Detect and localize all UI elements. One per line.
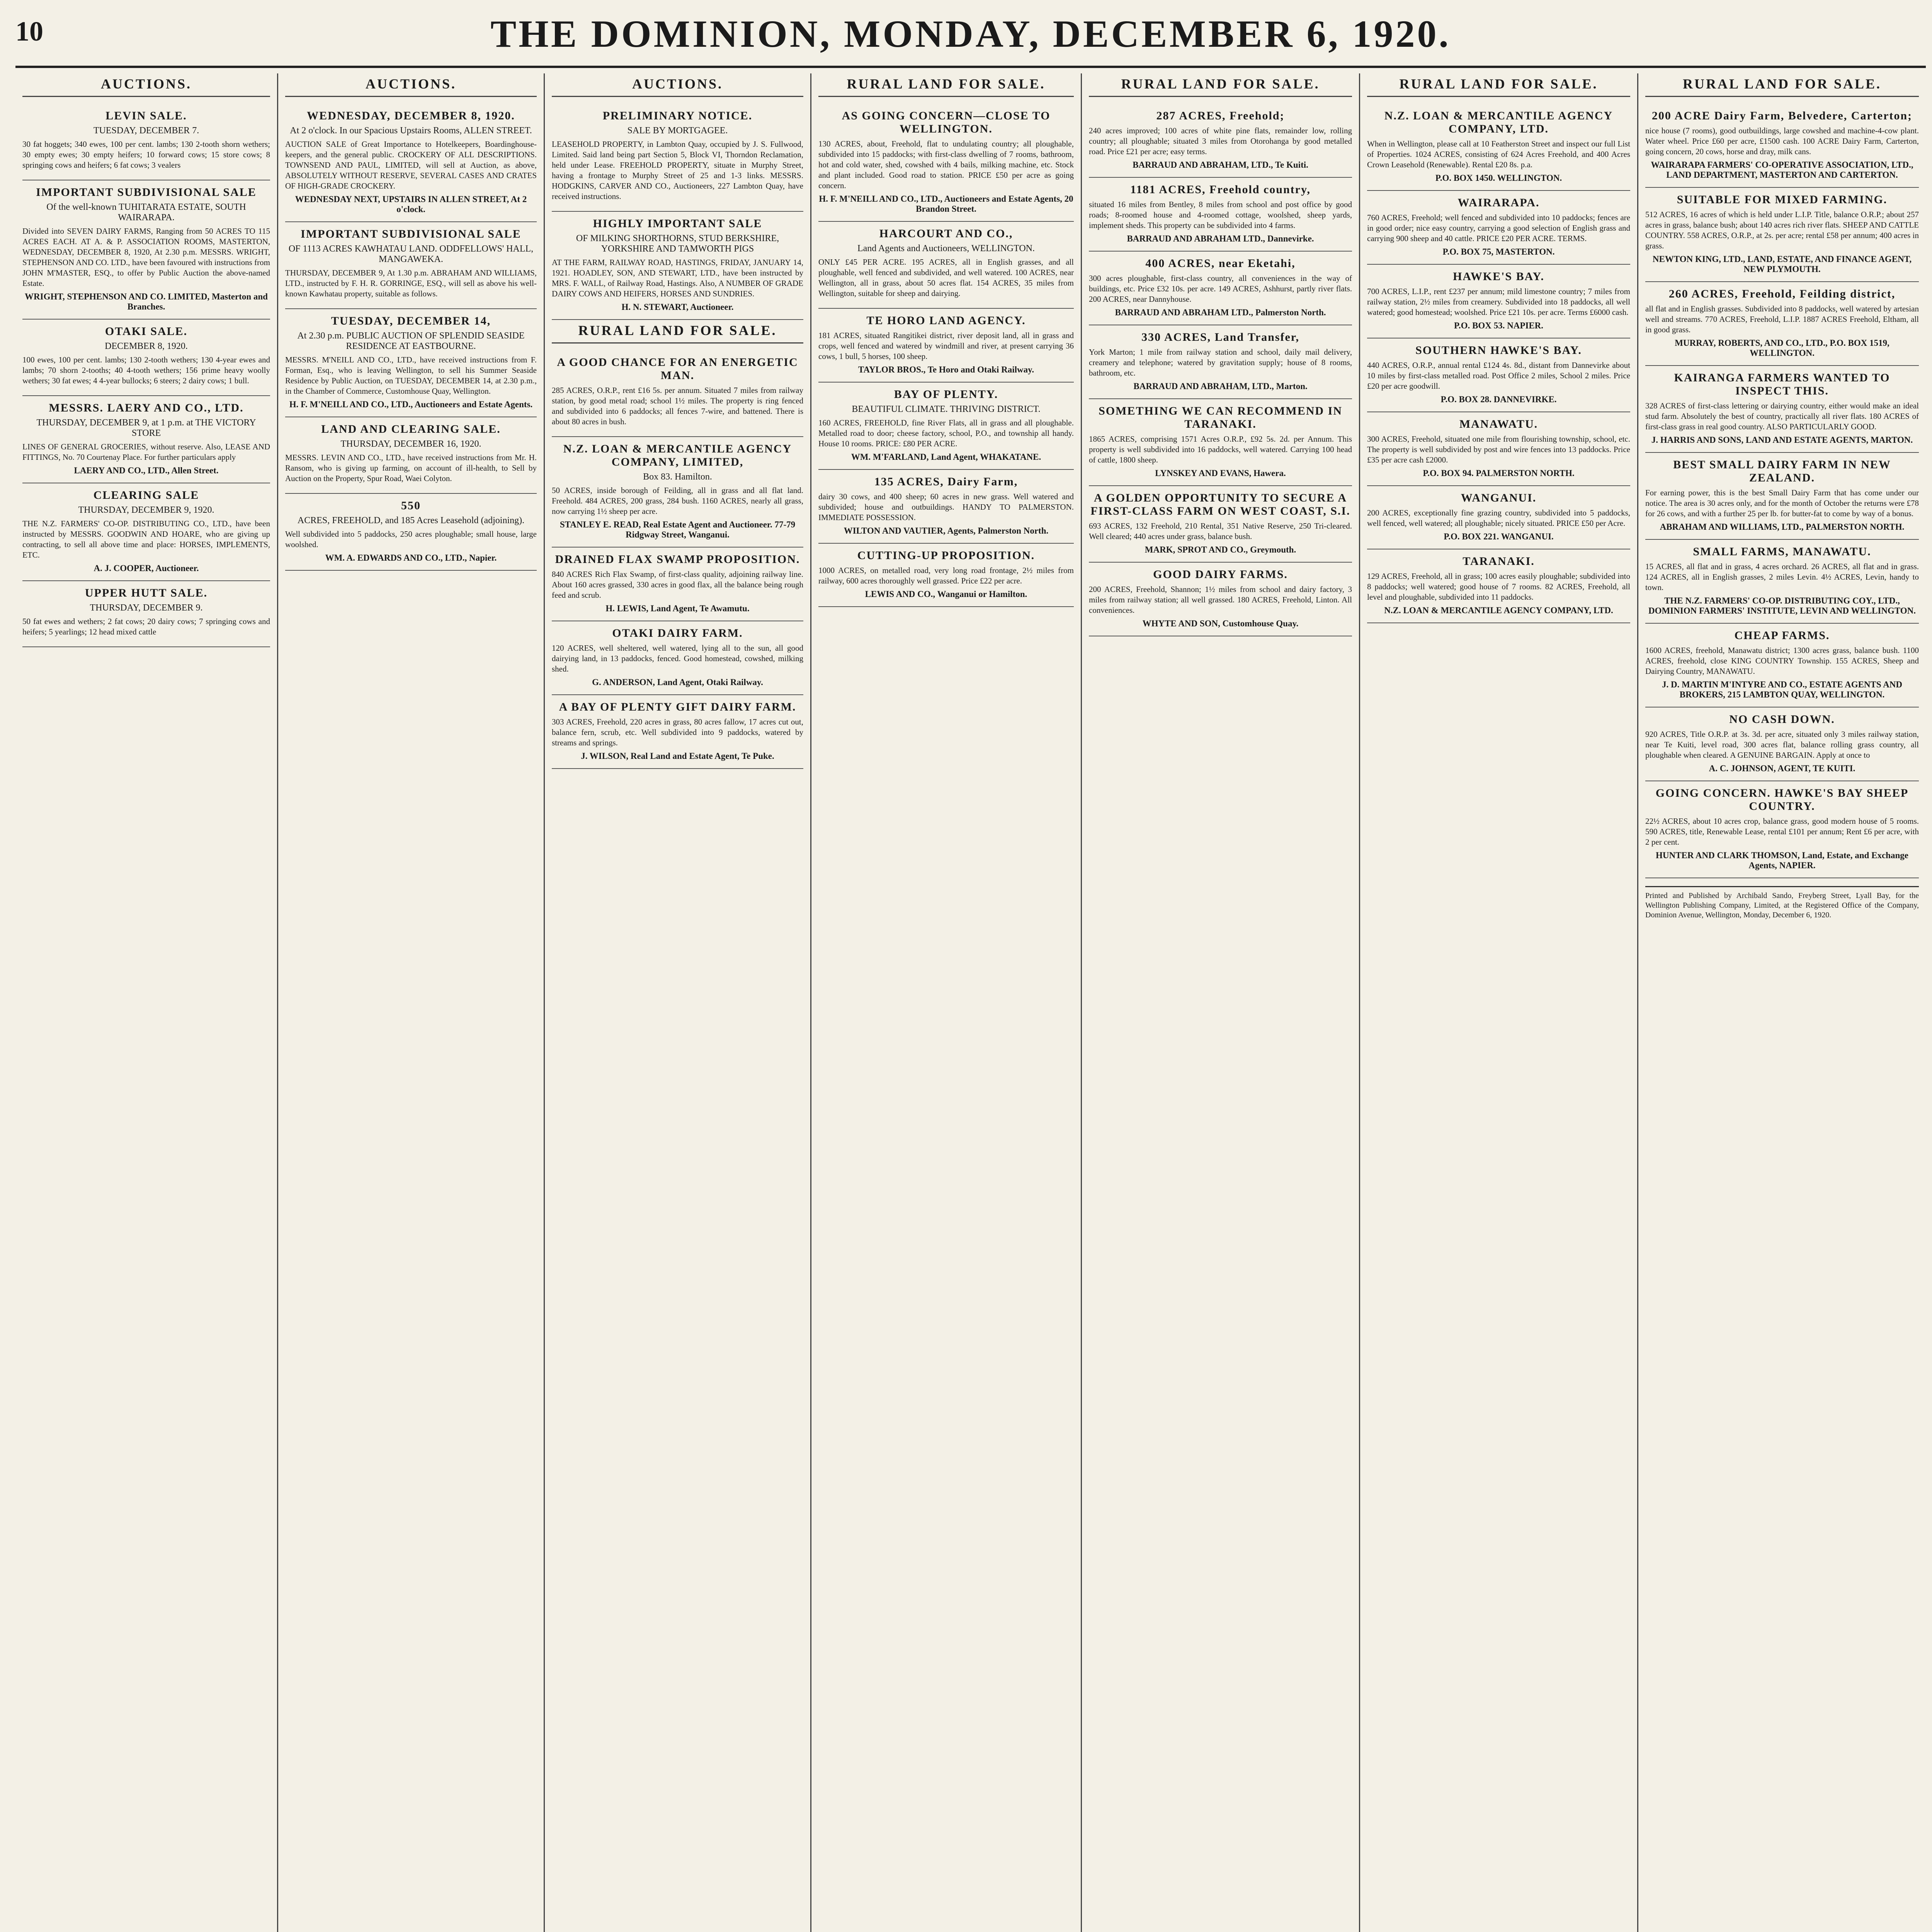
ad-agent: MURRAY, ROBERTS, AND CO., LTD., P.O. BOX 1519, WELLINGTON.	[1675, 338, 1889, 358]
ad-title: MANAWATU.	[1459, 418, 1538, 430]
advertisement	[552, 212, 803, 320]
column	[811, 73, 1082, 1932]
advertisement	[1367, 549, 1630, 623]
ad-body: MESSRS. LEVIN AND CO., LTD., have received instructions from Mr. H. Ransom, who is giving up farming, on account of ill-health, to Sell by Auction on the Property, Spur Road, Waei Colyton.	[285, 453, 537, 483]
advertisement	[22, 180, 270, 320]
ad-title: UPPER HUTT SALE.	[85, 587, 208, 599]
ad-title: 330 ACRES, Land Transfer,	[1141, 331, 1299, 344]
ad-body: AT THE FARM, RAILWAY ROAD, HASTINGS, FRIDAY, JANUARY 14, 1921. HOADLEY, SON, AND STEWART, LTD., have been instructed by MRS. F. WALL, of Railway Road, Hastings. Also, A NUMBER OF GRADE DAIRY COWS AND HEIFERS, HORSES AND SUNDRIES.	[552, 258, 803, 298]
ad-title: GOING CONCERN. HAWKE'S BAY SHEEP COUNTRY.	[1655, 787, 1909, 813]
advertisement	[22, 396, 270, 483]
ad-title: 135 ACRES, Dairy Farm,	[874, 475, 1018, 488]
ad-body: 120 ACRES, well sheltered, well watered, lying all to the sun, all good dairying land, in 13 paddocks, fenced. Good homestead, cowshed, milking shed.	[552, 643, 803, 673]
ad-title: NO CASH DOWN.	[1729, 713, 1835, 726]
advertisement	[818, 383, 1074, 470]
ad-agent: N.Z. LOAN & MERCANTILE AGENCY COMPANY, LTD.	[1384, 605, 1613, 615]
advertisement	[285, 309, 537, 417]
ad-agent: THE N.Z. FARMERS' CO-OP. DISTRIBUTING COY., LTD., DOMINION FARMERS' INSTITUTE, LEVIN AND WELLINGTON.	[1648, 596, 1916, 616]
advertisement	[1367, 191, 1630, 265]
ad-title: WANGANUI.	[1461, 492, 1537, 504]
column	[1638, 73, 1926, 1932]
ad-agent: TAYLOR BROS., Te Horo and Otaki Railway.	[858, 365, 1034, 374]
ad-agent: WM. A. EDWARDS AND CO., LTD., Napier.	[325, 553, 497, 563]
ad-body: 181 ACRES, situated Rangitikei district, river deposit land, all in grass and crops, well fenced and watered by windmill and river, at present carrying 36 cows, 1 bull, 5 horses, 100 sheep.	[818, 331, 1074, 361]
ad-agent: WAIRARAPA FARMERS' CO-OPERATIVE ASSOCIATION, LTD., LAND DEPARTMENT, MASTERTON AND CARTERTON.	[1651, 160, 1913, 180]
advertisement	[1645, 540, 1919, 624]
ad-agent: ABRAHAM AND WILLIAMS, LTD., PALMERSTON NORTH.	[1660, 522, 1905, 532]
ad-subtitle: At 2 o'clock. In our Spacious Upstairs Rooms, ALLEN STREET.	[290, 126, 532, 136]
ad-body: 160 ACRES, FREEHOLD, fine River Flats, all in grass and all ploughable. Metalled road to door; cheese factory, school, P.O., and township all handy. House 10 rooms. PRICE: £80 PER ACRE.	[818, 418, 1074, 448]
ad-agent: NEWTON KING, LTD., LAND, ESTATE, AND FINANCE AGENT, NEW PLYMOUTH.	[1652, 254, 1912, 274]
ad-agent: J. WILSON, Real Land and Estate Agent, Te Puke.	[581, 751, 774, 761]
ad-body: MESSRS. M'NEILL AND CO., LTD., have received instructions from F. Forman, Esq., who is leaving Wellington, to sell his Summer Seaside Residence by Public Auction, on TUESDAY, DECEMBER 14, at 2.30 p.m., in the Chamber of Commerce, Customhouse Quay, Wellington.	[285, 355, 537, 396]
ad-body: Well subdivided into 5 paddocks, 250 acres ploughable; small house, large woolshed.	[285, 529, 537, 549]
ad-agent: LYNSKEY AND EVANS, Hawera.	[1155, 468, 1286, 478]
ad-agent: LEWIS AND CO., Wanganui or Hamilton.	[865, 589, 1027, 599]
ad-body: 328 ACRES of first-class lettering or dairying country, either would make an ideal stud farm. Absolutely the best of country, practically all river flats. 180 ACRES of first-class grass in real good country. ALSO PARTICULARLY GOOD.	[1645, 401, 1919, 431]
advertisement	[1645, 104, 1919, 188]
advertisement	[285, 417, 537, 494]
ad-body: 285 ACRES, O.R.P., rent £16 5s. per annum. Situated 7 miles from railway station, by good metal road; school 1½ miles. The property is ring fenced and subdivided into 6 paddocks; all fences 7-wire, and battened. There is about 80 acres in bush.	[552, 386, 803, 426]
ad-body: THE N.Z. FARMERS' CO-OP. DISTRIBUTING CO., LTD., have been instructed by MESSRS. GOODWIN AND HOARE, who are giving up contracting, to sell all above time and place: HORSES, IMPLEMENTS, ETC.	[22, 519, 270, 560]
ad-title: HIGHLY IMPORTANT SALE	[593, 217, 762, 230]
advertisement	[22, 320, 270, 396]
ad-title: 287 ACRES, Freehold;	[1156, 109, 1285, 122]
column	[278, 73, 545, 1932]
ad-body: 300 acres ploughable, first-class country, all conveniences in the way of buildings, etc. Price £32 10s. per acre. 149 ACRES, Ashhurst, partly river flats. 200 ACRES, near Dannyhouse.	[1089, 274, 1352, 304]
ad-body: For earning power, this is the best Small Dairy Farm that has come under our notice. The area is 30 acres only, and for the month of October the returns were £78 for 26 cows, and with a further 25 per lb. for butter-fat to come by way of a bonus.	[1645, 488, 1919, 518]
newspaper-page	[15, 8, 1926, 1932]
ad-agent: P.O. BOX 53. NAPIER.	[1454, 321, 1544, 330]
column-heading: RURAL LAND FOR SALE.	[1089, 73, 1352, 97]
advertisement	[552, 621, 803, 695]
ad-title: KAIRANGA FARMERS WANTED TO INSPECT THIS.	[1674, 371, 1890, 397]
ad-agent: P.O. BOX 221. WANGANUI.	[1444, 532, 1554, 541]
ad-title: 1181 ACRES, Freehold country,	[1130, 183, 1311, 196]
ad-title: HARCOURT AND CO.,	[879, 227, 1013, 240]
section-heading: RURAL LAND FOR SALE.	[552, 320, 803, 344]
ad-subtitle: OF MILKING SHORTHORNS, STUD BERKSHIRE, YORKSHIRE AND TAMWORTH PIGS	[576, 233, 779, 254]
ad-subtitle: Box 83. Hamilton.	[643, 472, 712, 482]
ad-title: 550	[401, 499, 421, 512]
ad-body: 100 ewes, 100 per cent. lambs; 130 2-tooth wethers; 130 4-year ewes and lambs; 70 shorn 2-tooths; 40 4-tooth wethers; 156 prime heavy woolly wethers; 30 fat ewes; 4 4-year bullocks; 6 steers; 2 dairy cows; 1 bull.	[22, 355, 270, 385]
column	[15, 73, 278, 1932]
ad-title: IMPORTANT SUBDIVISIONAL SALE	[301, 228, 521, 240]
advertisement	[552, 104, 803, 212]
ad-title: SOMETHING WE CAN RECOMMEND IN TARANAKI.	[1099, 405, 1342, 430]
ad-title: N.Z. LOAN & MERCANTILE AGENCY COMPANY, LIMITED,	[563, 442, 792, 468]
ad-body: 440 ACRES, O.R.P., annual rental £124 4s. 8d., distant from Dannevirke about 10 miles by first-class metalled road. Post Office 2 miles, School 2 miles. Price £20 per acre goodwill.	[1367, 361, 1630, 391]
ad-body: 512 ACRES, 16 acres of which is held under L.I.P. Title, balance O.R.P.; about 257 acres in grass, balance bush; about 140 acres rich river flats. SHEEP AND CATTLE COUNTRY. 558 ACRES, O.R.P., at 2s. per acre; rental £58 per annum; 400 acres in grass.	[1645, 210, 1919, 250]
advertisement	[552, 548, 803, 621]
advertisement	[818, 544, 1074, 607]
ad-subtitle: Land Agents and Auctioneers, WELLINGTON.	[857, 243, 1035, 253]
ad-agent: G. ANDERSON, Land Agent, Otaki Railway.	[592, 677, 763, 687]
ad-subtitle: TUESDAY, DECEMBER 7.	[93, 126, 199, 136]
advertisement	[1367, 412, 1630, 486]
advertisement	[1089, 178, 1352, 252]
ad-body: 200 ACRES, Freehold, Shannon; 1½ miles from school and dairy factory, 3 miles from railway station; all well grassed. 180 ACRES, Freehold, Linton. All conveniences.	[1089, 585, 1352, 615]
ad-title: A GOOD CHANCE FOR AN ENERGETIC MAN.	[557, 356, 798, 382]
ad-body: LINES OF GENERAL GROCERIES, without reserve. Also, LEASE AND FITTINGS, No. 70 Courtenay Place. For further particulars apply	[22, 442, 270, 462]
ad-subtitle: At 2.30 p.m. PUBLIC AUCTION OF SPLENDID SEASIDE RESIDENCE AT EASTBOURNE.	[297, 331, 525, 351]
ad-title: HAWKE'S BAY.	[1453, 270, 1544, 283]
ad-body: 50 fat ewes and wethers; 2 fat cows; 20 dairy cows; 7 springing cows and heifers; 5 yearlings; 12 head mixed cattle	[22, 617, 270, 636]
ad-body: LEASEHOLD PROPERTY, in Lambton Quay, occupied by J. S. Fullwood, Limited. Said land being part Section 5, Block VI, Thorndon Reclamation, held under Lease. FREEHOLD PROPERTY, situate in Murphy Street, having a frontage to Murphy Street of 25 and 1-3 links. MESSRS. HODGKINS, CARVER AND CO., Auctioneers, 227 Lambton Quay, have received instructions.	[552, 139, 803, 201]
ad-title: LEVIN SALE.	[105, 109, 187, 122]
ad-body: 303 ACRES, Freehold, 220 acres in grass, 80 acres fallow, 17 acres cut out, balance fern, scrub, etc. Well subdivided into 9 paddocks, watered by streams and springs.	[552, 717, 803, 747]
ad-title: DRAINED FLAX SWAMP PROPOSITION.	[555, 553, 800, 566]
masthead	[15, 8, 1926, 68]
ad-body: Divided into SEVEN DAIRY FARMS, Ranging from 50 ACRES TO 115 ACRES EACH. AT A. & P. ASSOCIATION ROOMS, MASTERTON, WEDNESDAY, DECEMBER 8, 1920, At 2.30 p.m. MESSRS. WRIGHT, STEPHENSON AND CO. LTD., have been favoured with instructions from JOHN M'MASTER, ESQ., to offer by Public Auction the above-named Estate.	[22, 226, 270, 288]
ad-body: 240 acres improved; 100 acres of white pine flats, remainder low, rolling country; all ploughable; situated 3 miles from Otorohanga by good metalled road. Price £21 per acre; easy terms.	[1089, 126, 1352, 156]
ad-subtitle: SALE BY MORTGAGEE.	[627, 126, 728, 136]
ad-agent: P.O. BOX 94. PALMERSTON NORTH.	[1423, 468, 1575, 478]
ad-subtitle: Of the well-known TUHITARATA ESTATE, SOUTH WAIRARAPA.	[46, 202, 246, 223]
column-heading: AUCTIONS.	[552, 73, 803, 97]
advertisement	[1089, 399, 1352, 486]
advertisement	[1089, 486, 1352, 563]
column	[545, 73, 811, 1932]
advertisement	[1645, 366, 1919, 453]
ad-body: 200 ACRES, exceptionally fine grazing country, subdivided into 5 paddocks, well fenced, well watered; all ploughable; nicely situated. PRICE £50 per Acre.	[1367, 508, 1630, 528]
ad-title: GOOD DAIRY FARMS.	[1153, 568, 1288, 581]
ad-body: 1600 ACRES, freehold, Manawatu district; 1300 acres grass, balance bush. 1100 ACRES, freehold, close KING COUNTRY Township. 155 ACRES, Sheep and Dairying Country, MANAWATU.	[1645, 646, 1919, 676]
ad-body: situated 16 miles from Bentley, 8 miles from school and post office by good roads; 8-roomed house and 4-roomed cottage, woolshed, sheep yards, implement sheds. This property can be subdivided into 4 farms.	[1089, 200, 1352, 230]
ad-agent: P.O. BOX 28. DANNEVIRKE.	[1440, 395, 1557, 404]
ad-title: WAIRARAPA.	[1458, 196, 1540, 209]
column-heading: RURAL LAND FOR SALE.	[818, 73, 1074, 97]
ad-subtitle: THURSDAY, DECEMBER 9.	[90, 603, 203, 613]
ad-title: CHEAP FARMS.	[1734, 629, 1830, 642]
ad-body: 1865 ACRES, comprising 1571 Acres O.R.P., £92 5s. 2d. per Annum. This property is well subdivided into 16 paddocks, well watered. Carrying 100 head of cattle, 1800 sheep.	[1089, 434, 1352, 464]
ad-agent: WEDNESDAY NEXT, UPSTAIRS IN ALLEN STREET, At 2 o'clock.	[295, 194, 527, 214]
ad-subtitle: THURSDAY, DECEMBER 16, 1920.	[340, 439, 481, 449]
ad-title: A GOLDEN OPPORTUNITY TO SECURE A FIRST-CLASS FARM ON WEST COAST, S.I.	[1090, 492, 1350, 517]
ad-agent: P.O. BOX 75, MASTERTON.	[1442, 247, 1555, 257]
ad-title: TARANAKI.	[1463, 555, 1535, 568]
advertisement	[22, 581, 270, 647]
ad-title: TUESDAY, DECEMBER 14,	[331, 315, 491, 327]
advertisement	[1367, 104, 1630, 191]
ad-body: 50 ACRES, inside borough of Feilding, all in grass and all flat land. Freehold. 484 ACRES, 200 grass, 284 bush. 1160 ACRES, nearly all grass, now carrying 1½ sheep per acre.	[552, 486, 803, 516]
column-heading: AUCTIONS.	[22, 73, 270, 97]
advertisement	[1089, 104, 1352, 178]
ad-agent: A. C. JOHNSON, AGENT, TE KUITI.	[1709, 764, 1855, 773]
ad-agent: WHYTE AND SON, Customhouse Quay.	[1142, 619, 1299, 628]
ad-agent: WRIGHT, STEPHENSON AND CO. LIMITED, Masterton and Branches.	[25, 292, 268, 311]
ad-agent: LAERY AND CO., LTD., Allen Street.	[74, 466, 219, 475]
advertisement	[552, 437, 803, 548]
ad-title: OTAKI DAIRY FARM.	[612, 627, 743, 639]
advertisement	[552, 350, 803, 437]
ad-title: 400 ACRES, near Eketahi,	[1145, 257, 1296, 270]
ad-title: 200 ACRE Dairy Farm, Belvedere, Carterton;	[1651, 109, 1913, 122]
ad-body: When in Wellington, please call at 10 Featherston Street and inspect our full List of Properties. 1024 ACRES, consisting of 624 Acres Freehold, and 400 Acres Crown Leasehold (Renewable). Rental £20 8s. p.a.	[1367, 139, 1630, 169]
ad-subtitle: THURSDAY, DECEMBER 9, 1920.	[78, 505, 214, 515]
advertisement	[1089, 563, 1352, 636]
advertisement	[1645, 707, 1919, 781]
ad-body: AUCTION SALE of Great Importance to Hotelkeepers, Boardinghouse-keepers, and the general public. CROCKERY OF ALL DESCRIPTIONS. TOWNSEND AND PAUL, LIMITED, will sell at Auction, as above, ABSOLUTELY WITHOUT RESERVE, SEVERAL CASES AND CRATES OF HIGH-GRADE CROCKERY.	[285, 139, 537, 190]
ad-title: OTAKI SALE.	[105, 325, 188, 338]
advertisement	[1367, 265, 1630, 338]
column-heading: AUCTIONS.	[285, 73, 537, 97]
ad-body: 300 ACRES, Freehold, situated one mile from flourishing township, school, etc. The property is well subdivided by post and wire fences into 13 paddocks. Price £35 per acre cash £2000.	[1367, 434, 1630, 464]
ad-title: SUITABLE FOR MIXED FARMING.	[1677, 193, 1888, 206]
ad-agent: BARRAUD AND ABRAHAM LTD., Palmerston North.	[1115, 308, 1326, 317]
ad-body: all flat and in English grasses. Subdivided into 8 paddocks, well watered by artesian well and streams. 770 ACRES, Freehold, L.I.P. 1887 ACRES Freehold, Eltham, all in good grass.	[1645, 304, 1919, 334]
advertisement	[818, 309, 1074, 383]
ad-agent: A. J. COOPER, Auctioneer.	[94, 563, 199, 573]
ad-body: 30 fat hoggets; 340 ewes, 100 per cent. lambs; 130 2-tooth shorn wethers; 30 empty ewes; 30 empty heifers; 10 forward cows; 15 store cows; 8 springing cows and heifers; 6 fat cows; 3 vealers	[22, 139, 270, 170]
ad-body: 920 ACRES, Title O.R.P. at 3s. 3d. per acre, situated only 3 miles railway station, near Te Kuiti, level road, 300 acres flat, balance rolling grass country, all ploughable when cleared. A GENUINE BARGAIN. Apply at once to	[1645, 730, 1919, 760]
ad-body: 760 ACRES, Freehold; well fenced and subdivided into 10 paddocks; fences are in good order; nice easy country, carrying a good selection of English grass and carrying 900 sheep and 40 cattle. PRICE £20 PER ACRE. TERMS.	[1367, 213, 1630, 243]
ad-agent: HUNTER AND CLARK THOMSON, Land, Estate, and Exchange Agents, NAPIER.	[1656, 850, 1908, 870]
ad-agent: BARRAUD AND ABRAHAM LTD., Dannevirke.	[1127, 234, 1314, 243]
advertisement	[22, 483, 270, 581]
ad-title: BAY OF PLENTY.	[894, 388, 998, 401]
advertisement	[1645, 282, 1919, 366]
advertisement	[285, 222, 537, 309]
advertisement	[285, 104, 537, 222]
ad-title: PRELIMINARY NOTICE.	[602, 109, 753, 122]
column	[1360, 73, 1638, 1932]
advertisement	[1645, 453, 1919, 540]
ad-body: 1000 ACRES, on metalled road, very long road frontage, 2½ miles from railway, 600 acres thoroughly well grassed. Price £22 per acre.	[818, 566, 1074, 585]
ad-title: CUTTING-UP PROPOSITION.	[857, 549, 1035, 562]
advertisement	[1645, 624, 1919, 707]
ad-agent: MARK, SPROT AND CO., Greymouth.	[1145, 545, 1296, 554]
ad-title: N.Z. LOAN & MERCANTILE AGENCY COMPANY, LTD.	[1384, 109, 1613, 135]
ad-subtitle: DECEMBER 8, 1920.	[105, 341, 188, 351]
advertisement	[552, 695, 803, 769]
ad-body: 15 ACRES, all flat and in grass, 4 acres orchard. 26 ACRES, all flat and in grass. 124 ACRES, all in English grasses, 2 miles Levin. 4½ ACRES, Levin, handy to town.	[1645, 562, 1919, 592]
ad-agent: J. HARRIS AND SONS, LAND AND ESTATE AGENTS, MARTON.	[1651, 435, 1913, 445]
ad-title: AS GOING CONCERN—CLOSE TO WELLINGTON.	[842, 109, 1051, 135]
ad-body: 130 ACRES, about, Freehold, flat to undulating country; all ploughable, subdivided into 15 paddocks; with first-class dwelling of 7 rooms, bathroom, hot and cold water, shed, cowshed with 4 bails, milking machine, etc. Stock and plant included. Good road to station. PRICE £50 per acre as going concern.	[818, 139, 1074, 190]
publisher-imprint: Printed and Published by Archibald Sando, Freyberg Street, Lyall Bay, for the Wellington Publishing Company, Limited, at the Registered Office of the Company, Dominion Avenue, Wellington, Monday, December 6, 1920.	[1645, 886, 1919, 920]
ad-subtitle: ACRES, FREEHOLD, and 185 Acres Leasehold (adjoining).	[297, 515, 525, 526]
advertisement	[818, 222, 1074, 309]
ad-title: IMPORTANT SUBDIVISIONAL SALE	[36, 186, 257, 199]
advertisement	[22, 104, 270, 180]
ad-subtitle: OF 1113 ACRES KAWHATAU LAND. ODDFELLOWS' HALL, MANGAWEKA.	[288, 244, 534, 264]
ad-title: BEST SMALL DAIRY FARM IN NEW ZEALAND.	[1673, 458, 1891, 484]
ad-agent: H. F. M'NEILL AND CO., LTD., Auctioneers and Estate Agents.	[289, 400, 533, 409]
ad-subtitle: BEAUTIFUL CLIMATE. THRIVING DISTRICT.	[852, 404, 1041, 414]
column	[1082, 73, 1360, 1932]
ad-body: dairy 30 cows, and 400 sheep; 60 acres in new grass. Well watered and subdivided; house and outbuildings. HANDY TO PALMERSTON. IMMEDIATE POSSESSION.	[818, 492, 1074, 522]
ad-agent: STANLEY E. READ, Real Estate Agent and Auctioneer. 77-79 Ridgway Street, Wanganui.	[560, 520, 796, 539]
advertisement	[1645, 781, 1919, 878]
ad-title: SOUTHERN HAWKE'S BAY.	[1415, 344, 1582, 357]
ad-agent: J. D. MARTIN M'INTYRE AND CO., ESTATE AGENTS AND BROKERS, 215 LAMBTON QUAY, WELLINGTON.	[1662, 680, 1902, 699]
ad-body: 700 ACRES, L.I.P., rent £237 per annum; mild limestone country; 7 miles from railway station, 2½ miles from creamery. Subdivided into 18 paddocks, all well watered; good homestead; woolshed. Price £21 10s. per acre. Terms £6000 cash.	[1367, 287, 1630, 317]
ad-agent: H. F. M'NEILL AND CO., LTD., Auctioneers and Estate Agents, 20 Brandon Street.	[819, 194, 1073, 214]
advertisement	[818, 104, 1074, 222]
ad-title: LAND AND CLEARING SALE.	[321, 423, 501, 435]
advertisement	[1089, 252, 1352, 325]
ad-agent: P.O. BOX 1450. WELLINGTON.	[1435, 173, 1562, 183]
ad-agent: WILTON AND VAUTIER, Agents, Palmerston North.	[844, 526, 1049, 536]
advertisement	[818, 470, 1074, 544]
ad-body: ONLY £45 PER ACRE. 195 ACRES, all in English grasses, and all ploughable, well fenced and subdivided, and well watered. 100 ACRES, near Wellington, all in grass, about 50 acres flat. 154 ACRES, 35 miles from Wellington, suitable for sheep and dairying.	[818, 257, 1074, 298]
ad-body: 840 ACRES Rich Flax Swamp, of first-class quality, adjoining railway line. About 160 acres grassed, 330 acres in good flax, all the balance being rough feed and scrub.	[552, 570, 803, 600]
ad-body: 22½ ACRES, about 10 acres crop, balance grass, good modern house of 5 rooms. 590 ACRES, title, Renewable Lease, rental £101 per annum; Rent £6 per acre, with 2 per cent.	[1645, 816, 1919, 847]
ad-title: SMALL FARMS, MANAWATU.	[1693, 545, 1871, 558]
ad-title: CLEARING SALE	[93, 489, 199, 502]
columns	[15, 73, 1926, 1932]
advertisement	[1645, 188, 1919, 282]
ad-subtitle: THURSDAY, DECEMBER 9, at 1 p.m. at THE VICTORY STORE	[36, 418, 256, 438]
ad-body: York Marton; 1 mile from railway station and school, daily mail delivery, creamery and telephone; watered by gravitation supply; house of 8 rooms, bathroom, etc.	[1089, 347, 1352, 378]
column-heading: RURAL LAND FOR SALE.	[1645, 73, 1919, 97]
ad-body: nice house (7 rooms), good outbuildings, large cowshed and machine-4-cow plant. Water wheel. Price £60 per acre, £1500 cash. 100 ACRE Dairy Farm, Carterton, going concern, 20 cows, horse and dray, milk cans.	[1645, 126, 1919, 156]
ad-title: 260 ACRES, Freehold, Feilding district,	[1668, 287, 1896, 300]
ad-agent: WM. M'FARLAND, Land Agent, WHAKATANE.	[851, 452, 1041, 462]
ad-title: TE HORO LAND AGENCY.	[866, 314, 1026, 327]
advertisement	[285, 494, 537, 571]
ad-agent: H. LEWIS, Land Agent, Te Awamutu.	[605, 604, 750, 613]
newspaper-title: THE DOMINION, MONDAY, DECEMBER 6, 1920.	[490, 12, 1451, 55]
ad-agent: BARRAUD AND ABRAHAM, LTD., Marton.	[1133, 381, 1308, 391]
page-number: 10	[15, 16, 43, 47]
ad-agent: BARRAUD AND ABRAHAM, LTD., Te Kuiti.	[1133, 160, 1308, 170]
ad-body: 129 ACRES, Freehold, all in grass; 100 acres easily ploughable; subdivided into 8 paddocks; well watered; good house of 7 rooms. 82 ACRES, Freehold, all level and ploughable, subdivided into 11 paddocks.	[1367, 571, 1630, 602]
advertisement	[1367, 486, 1630, 549]
advertisement	[1367, 338, 1630, 412]
advertisement	[1089, 325, 1352, 399]
ad-body: 693 ACRES, 132 Freehold, 210 Rental, 351 Native Reserve, 250 Tri-cleared. Well cleared; 440 acres under grass, balance bush.	[1089, 521, 1352, 541]
column-heading: RURAL LAND FOR SALE.	[1367, 73, 1630, 97]
ad-title: A BAY OF PLENTY GIFT DAIRY FARM.	[559, 701, 796, 713]
ad-agent: H. N. STEWART, Auctioneer.	[621, 302, 734, 312]
ad-body: THURSDAY, DECEMBER 9, At 1.30 p.m. ABRAHAM AND WILLIAMS, LTD., instructed by F. H. R. GORRINGE, ESQ., will sell as above his well-known Kawhatau property, suitable as follows.	[285, 268, 537, 298]
ad-title: WEDNESDAY, DECEMBER 8, 1920.	[307, 109, 515, 122]
ad-title: MESSRS. LAERY AND CO., LTD.	[49, 401, 244, 414]
